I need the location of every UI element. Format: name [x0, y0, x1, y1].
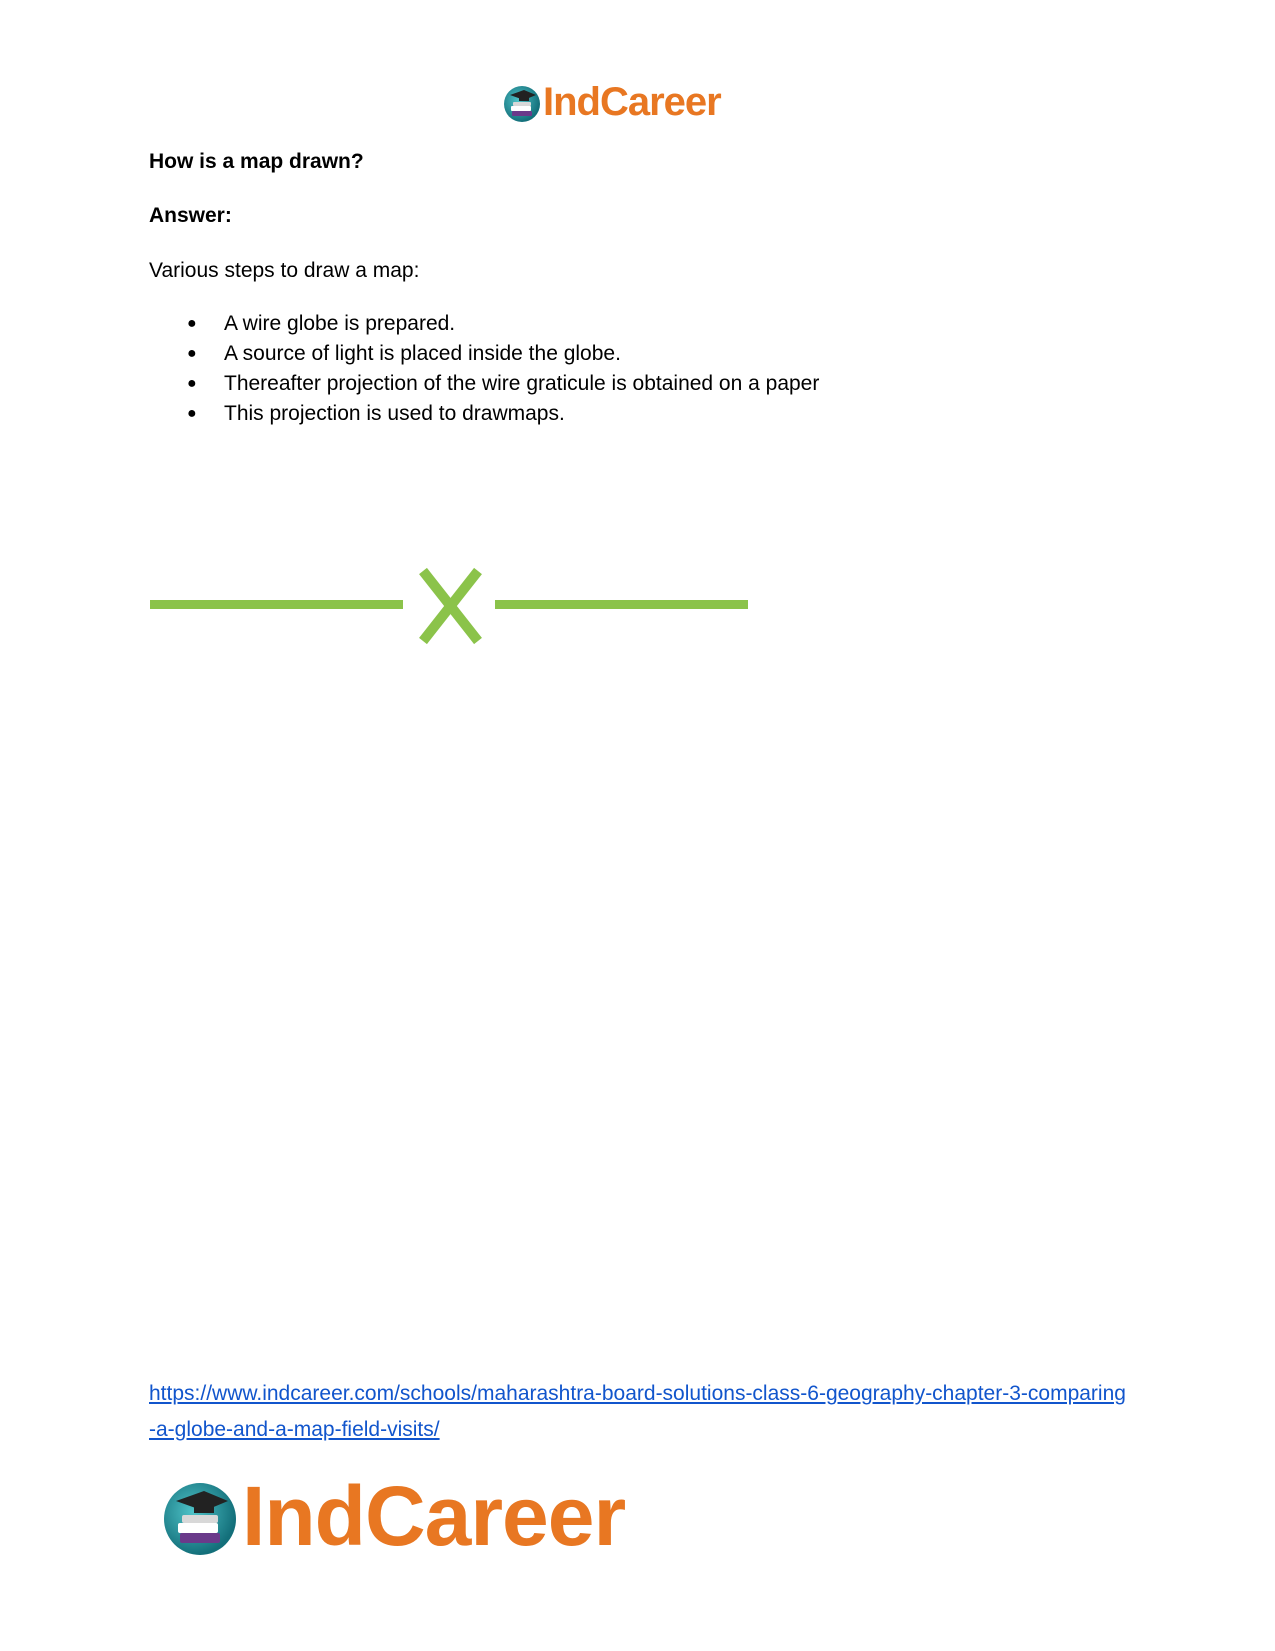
- bullet-icon: ●: [187, 315, 197, 332]
- logo-text: IndCareer: [242, 1469, 626, 1563]
- list-item: ● A source of light is placed inside the globe.: [149, 339, 1129, 369]
- cross-x-icon: [423, 571, 478, 641]
- header-logo: [502, 80, 721, 125]
- list-item: ● Thereafter projection of the wire graticule is obtained on a paper: [149, 369, 1129, 399]
- bullet-icon: ●: [187, 375, 197, 392]
- intro-text: Various steps to draw a map:: [149, 259, 420, 282]
- divider-line-left: [150, 600, 403, 609]
- main-content: [149, 146, 1129, 429]
- steps-list: [149, 309, 1129, 429]
- bullet-icon: ●: [187, 405, 197, 422]
- answer-label: Answer:: [149, 204, 232, 227]
- globe-books-graduation-cap-icon: [160, 1477, 240, 1557]
- list-item: ● This projection is used to drawmaps.: [149, 399, 1129, 429]
- divider-line-right: [495, 600, 748, 609]
- source-link[interactable]: https://www.indcareer.com/schools/maharashtra-board-solutions-class-6-geography-chapter-3-comparing-a-globe-and-a-map-field-visits/: [149, 1382, 1126, 1441]
- logo-text: IndCareer: [543, 80, 721, 124]
- section-divider: [150, 566, 750, 646]
- footer-logo: [160, 1468, 625, 1565]
- globe-books-graduation-cap-icon: [502, 83, 542, 123]
- bullet-icon: ●: [187, 345, 197, 362]
- list-item: ● A wire globe is prepared.: [149, 309, 1129, 339]
- question-heading: How is a map drawn?: [149, 150, 364, 173]
